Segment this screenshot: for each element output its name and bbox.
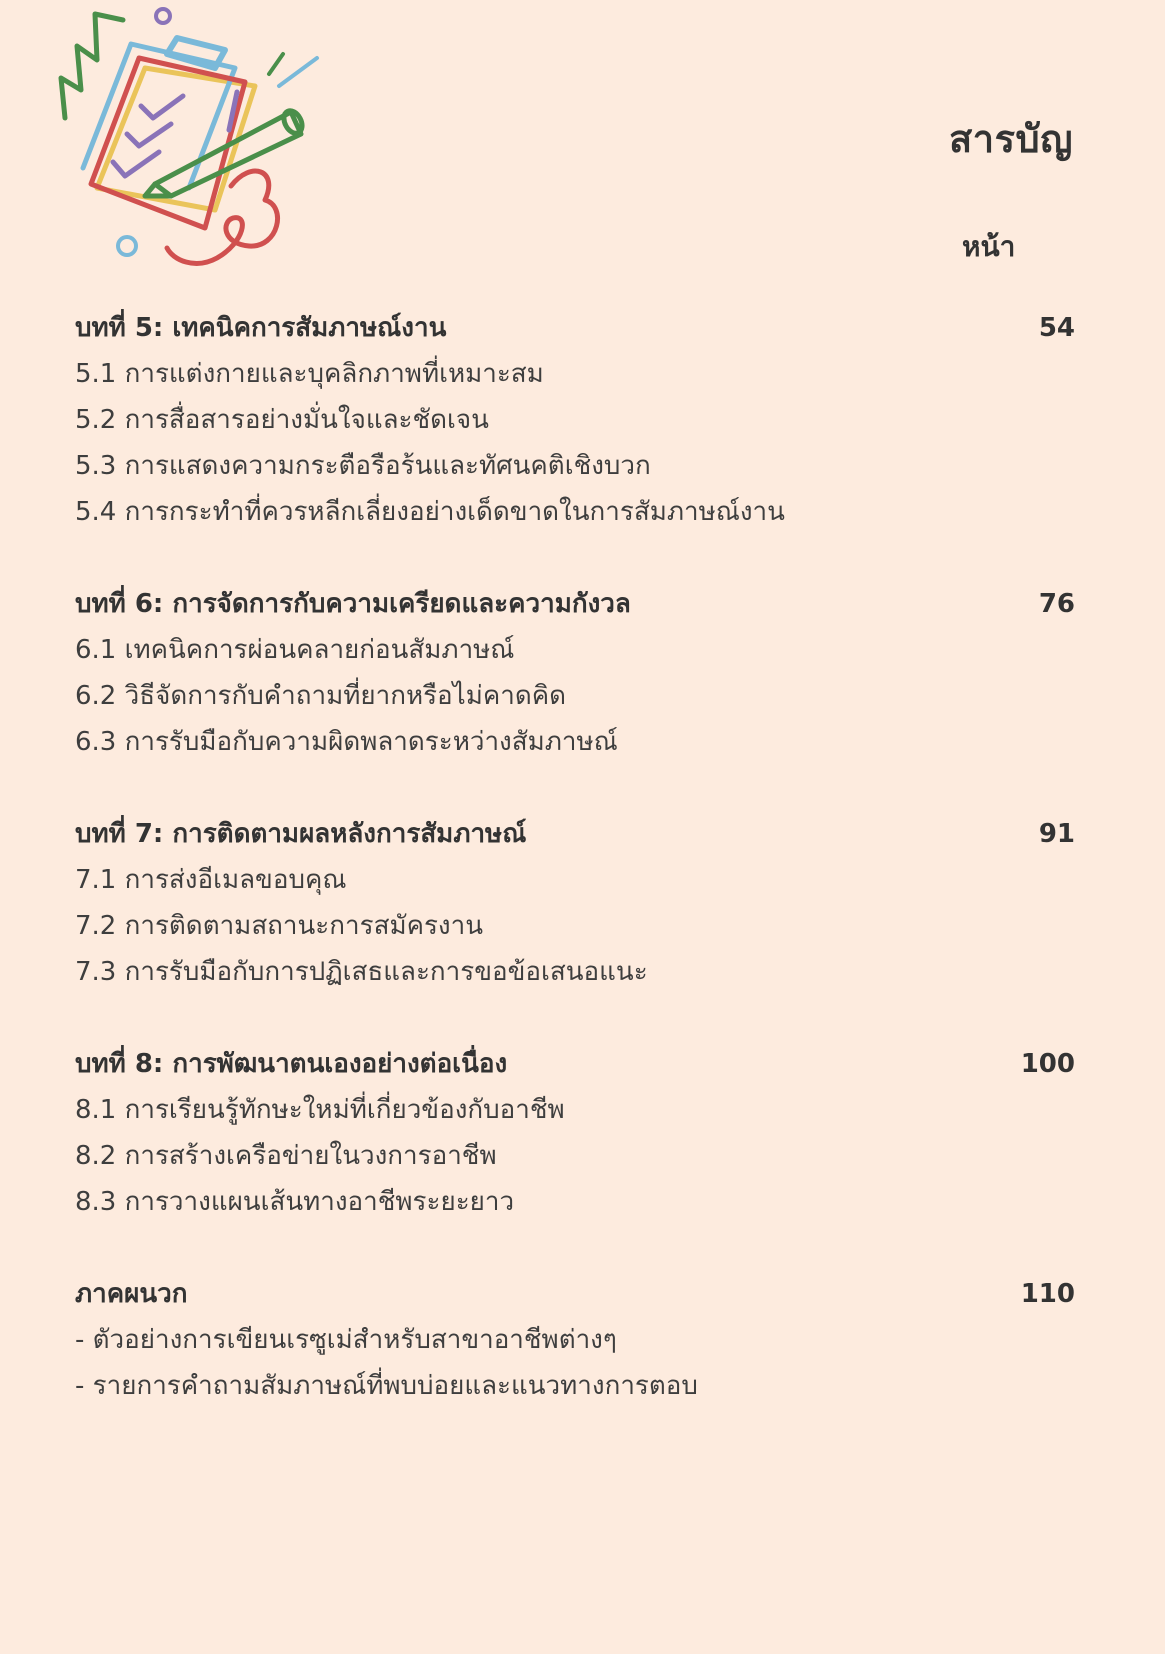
chapter-page-number: 54 [1038, 313, 1075, 343]
chapter-page-number: 91 [1038, 819, 1075, 849]
list-item[interactable]: 6.3 การรับมือกับความผิดพลาดระหว่างสัมภาษณ์ [75, 727, 618, 757]
list-item[interactable]: 7.3 การรับมือกับการปฏิเสธและการขอข้อเสนอแนะ [75, 957, 648, 987]
list-item[interactable]: - ตัวอย่างการเขียนเรซูเม่สำหรับสาขาอาชีพต่างๆ [75, 1325, 617, 1355]
list-item[interactable]: 8.2 การสร้างเครือข่ายในวงการอาชีพ [75, 1141, 497, 1171]
chapter-title: บทที่ 5: เทคนิคการสัมภาษณ์งาน [75, 313, 447, 343]
chapter-row[interactable] [75, 581, 1075, 627]
list-item[interactable]: 6.2 วิธีจัดการกับคำถามที่ยากหรือไม่คาดคิด [75, 681, 567, 711]
page-column-header: หน้า [962, 230, 1016, 263]
chapter-row[interactable] [75, 305, 1075, 351]
list-item[interactable]: 5.1 การแต่งกายและบุคลิกภาพที่เหมาะสม [75, 359, 544, 389]
chapter-page-number: 110 [1020, 1279, 1075, 1309]
list-item[interactable]: 5.2 การสื่อสารอย่างมั่นใจและชัดเจน [75, 405, 489, 435]
chapter-title: บทที่ 6: การจัดการกับความเครียดและความกังวล [75, 589, 631, 619]
toc-section [75, 581, 1075, 765]
chapter-row[interactable] [75, 1271, 1075, 1317]
chapter-row[interactable] [75, 1041, 1075, 1087]
toc-section [75, 1271, 1075, 1409]
chapter-title: บทที่ 8: การพัฒนาตนเองอย่างต่อเนื่อง [75, 1049, 508, 1079]
list-item[interactable]: 8.1 การเรียนรู้ทักษะใหม่ที่เกี่ยวข้องกับอาชีพ [75, 1095, 565, 1125]
list-item[interactable]: 5.3 การแสดงความกระตือรือร้นและทัศนคติเชิงบวก [75, 451, 651, 481]
chapter-page-number: 76 [1038, 589, 1075, 619]
list-item[interactable]: 7.1 การส่งอีเมลขอบคุณ [75, 865, 347, 895]
table-of-contents [75, 305, 1075, 1455]
chapter-page-number: 100 [1020, 1049, 1075, 1079]
list-item[interactable]: 8.3 การวางแผนเส้นทางอาชีพระยะยาว [75, 1187, 515, 1217]
toc-section [75, 1041, 1075, 1225]
chapter-title: บทที่ 7: การติดตามผลหลังการสัมภาษณ์ [75, 819, 527, 849]
appendix-title: ภาคผนวก [75, 1279, 188, 1309]
clipboard-checklist-pencil-icon [55, 0, 330, 300]
page-title: สารบัญ [949, 117, 1073, 161]
list-item[interactable]: 7.2 การติดตามสถานะการสมัครงาน [75, 911, 484, 941]
chapter-row[interactable] [75, 811, 1075, 857]
toc-section [75, 811, 1075, 995]
toc-section [75, 305, 1075, 535]
list-item[interactable]: 5.4 การกระทำที่ควรหลีกเลี่ยงอย่างเด็ดขาดในการสัมภาษณ์งาน [75, 497, 785, 527]
list-item[interactable]: - รายการคำถามสัมภาษณ์ที่พบบ่อยและแนวทางการตอบ [75, 1371, 698, 1401]
list-item[interactable]: 6.1 เทคนิคการผ่อนคลายก่อนสัมภาษณ์ [75, 635, 515, 665]
